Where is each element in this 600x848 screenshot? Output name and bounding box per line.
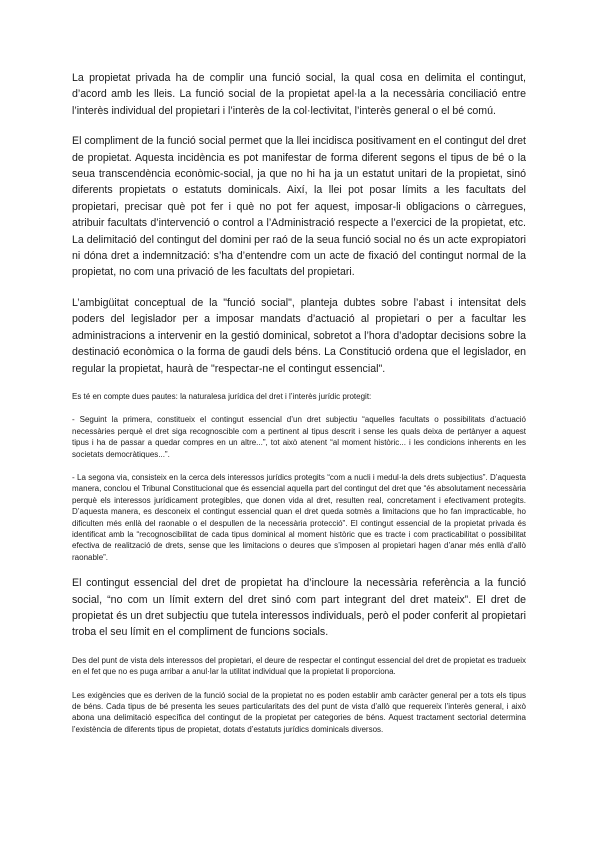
document-page [72,70,526,744]
paragraph-owner-interests: Des del punt de vista dels interessos del propietari, el deure de respectar el contingut essencial del dret de propietat es tradueix en el fet que no es puga arribar a anul·lar la utilitat individual que la propietat li proporciona. [72,655,526,677]
paragraph-essential-content: El contingut essencial del dret de propietat ha d’incloure la necessària referència a la funció social, “no com un límit extern del dret sinó com part integrant del dret mateix”. El dret de propietat és un dret subjectiu que tutela interessos individuals, però el poder conferit al propietari troba el seu límit en el compliment de funcions socials. [72,577,526,639]
paragraph-sectoral-treatment: Les exigències que es deriven de la funció social de la propietat no es poden establir amb caràcter general per a tots els tipus de béns. Cada tipus de bé presenta les seues particularitats des del punt de vista d’allò que requereix l’interès general, i això abona una delimitació específica del contingut de la propietat per categories de béns. Aquest tractament sectorial determina l’existència de diferents tipus de propietat, dotats d’estatuts jurídics dominicals diversos. [72,690,526,734]
list-item-first-guideline: - Seguint la primera, constitueix el contingut essencial d’un dret subjectiu “aquelles facultats o possibilitats d’actuació necessàries perquè el dret siga recognoscible com a pertinent al tipus descrit i sense les quals deixa de pertànyer a aquest tipus i ha de passar a quedar compres en un altre...”, tot això atenent “al moment històric... i les condicions inherents en les societats democràtiques...”. [72,415,526,459]
paragraph-law-incidence: El compliment de la funció social permet que la llei incidisca positivament en el contingut del dret de propietat. Aquesta incidència es pot manifestar de forma diferent segons el tipus de bé o la seua transcendència econòmic-social, ja que no hi ha ja un estatut unitari de la propietat, sinó diferents propietats o estatuts dominicals. Així, la llei pot posar límits a les facultats del propietari, precisar què pot fer i què no pot fer aquest, imposar-li obligacions o càrregues, atribuir facultats d’intervenció o control a l’Administració respecte a l’exercici de la propietat, etc. La delimitació del contingut del domini per raó de la seua funció social no és un acte expropiatori ni dóna dret a indemnització: s’ha d’entendre com un acte de fixació del contingut normal de la propietat, no com una privació de les facultats del propietari. [72,135,526,279]
paragraph-two-guidelines: Es té en compte dues pautes: la naturalesa jurídica del dret i l’interès jurídic protegit: [72,391,372,401]
list-item-second-guideline: - La segona via, consisteix en la cerca dels interessos jurídics protegits “com a nucli i medul·la dels drets subjectius”. D’aquesta manera, conclou el Tribunal Constitucional que és essencial aquella part del contingut del dret que “és absolutament necessària perquè els interessos jurídicament protegibles, que donen vida al dret, resulten real, concretament i efectivament protegits. D’aquesta manera, es desconeix el contingut essencial quan el dret queda sotmès a limitacions que ho fan impracticable, ho dificulten més enllà del raonable o el despullen de la necessària protecció”. El contingut essencial de la propietat privada és identificat amb la “recognoscibilitat de cada tipus dominical al moment històric que es tracte i com practicabilitat o possibilitat efectiva de realització de drets, sense que les limitacions o deures que s’imposen al propietari hagen d’anar més enllà d’allò raonable”. [72,472,526,562]
paragraph-conceptual-ambiguity: L’ambigüitat conceptual de la "funció social", planteja dubtes sobre l’abast i intensitat dels poders del legislador per a imposar mandats d’actuació al propietari o per a facultar les administracions a intervenir en la gestió dominical, sobretot a l’hora d’adoptar decisions sobre la destinació econòmica o la forma de gaudi dels béns. La Constitució ordena que el legislador, en regular la propietat, haurà de "respectar-ne el contingut essencial". [72,296,526,375]
paragraph-social-function: La propietat privada ha de complir una funció social, la qual cosa en delimita el contingut, d’acord amb les lleis. La funció social de la propietat apel·la a la necessària conciliació entre l’interès individual del propietari i l’interès de la col·lectivitat, l’interès general o el bé comú. [72,72,526,117]
